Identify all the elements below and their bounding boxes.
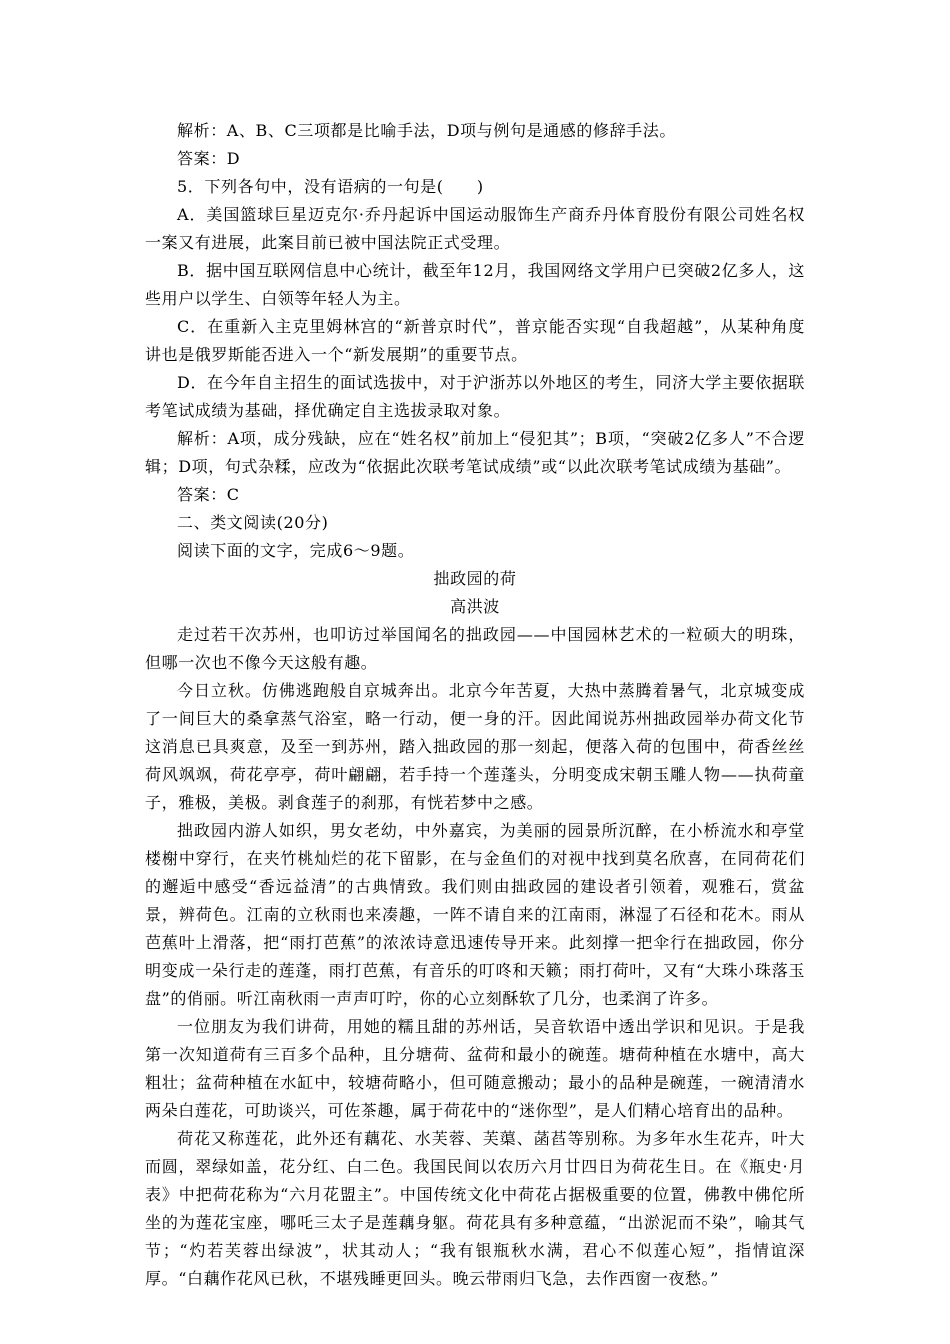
option-a: A．美国篮球巨星迈克尔·乔丹起诉中国运动服饰生产商乔丹体育股份有限公司姓名权一案又有进展，此案目前已被中国法院正式受理。 xyxy=(145,205,805,252)
article-paragraph-1: 走过若干次苏州，也叩访过举国闻名的拙政园——中国园林艺术的一粒硕大的明珠，但哪一次也不像今天这般有趣。 xyxy=(145,625,805,672)
document-page xyxy=(145,117,805,1293)
article-author: 高洪波 xyxy=(450,597,500,616)
option-b: B．据中国互联网信息中心统计，截至年12月，我国网络文学用户已突破2亿多人，这些用户以学生、白领等年轻人为主。 xyxy=(145,261,805,308)
analysis-q4: 解析：A、B、C三项都是比喻手法，D项与例句是通感的修辞手法。 xyxy=(177,121,676,140)
article-paragraph-5: 荷花又称莲花，此外还有藕花、水芙蓉、芙蕖、菡萏等别称。为多年水生花卉，叶大而圆，翠绿如盖，花分红、白二色。我国民间以农历六月廿四日为荷花生日。在《瓶史·月表》中把荷花称为“六月花盟主”。中国传统文化中荷花占据极重要的位置，佛教中佛佗所坐的为莲花宝座，哪吒三太子是莲藕身躯。荷花具有多种意蕴，“出淤泥而不染”，喻其气节；“灼若芙蓉出绿波”，状其动人；“我有银瓶秋水满，君心不似莲心短”，指情谊深厚。“白藕作花风已秋，不堪残睡更回头。晚云带雨归飞急，去作西窗一夜愁。” xyxy=(145,1129,805,1288)
article-paragraph-4: 一位朋友为我们讲荷，用她的糯且甜的苏州话，吴音软语中透出学识和见识。于是我第一次知道荷有三百多个品种，且分塘荷、盆荷和最小的碗莲。塘荷种植在水塘中，高大粗壮；盆荷种植在水缸中，较塘荷略小，但可随意搬动；最小的品种是碗莲，一碗清清水两朵白莲花，可助谈兴，可佐茶趣，属于荷花中的“迷你型”，是人们精心培育出的品种。 xyxy=(145,1017,805,1120)
article-paragraph-2: 今日立秋。仿佛逃跑般自京城奔出。北京今年苦夏，大热中蒸腾着暑气，北京城变成了一间巨大的桑拿蒸气浴室，略一行动，便一身的汗。因此闻说苏州拙政园举办荷文化节这消息已具爽意，及至一到苏州，踏入拙政园的那一刻起，便落入荷的包围中，荷香丝丝荷风飒飒，荷花亭亭，荷叶翩翩，若手持一个莲蓬头，分明变成宋朝玉雕人物——执荷童子，雅极，美极。剥食莲子的刹那，有恍若梦中之感。 xyxy=(145,681,805,812)
answer-q5: 答案：C xyxy=(177,485,240,504)
option-c: C．在重新入主克里姆林宫的“新普京时代”，普京能否实现“自我超越”，从某种角度讲也是俄罗斯能否进入一个“新发展期”的重要节点。 xyxy=(145,317,805,364)
reading-instruction: 阅读下面的文字，完成6～9题。 xyxy=(177,541,415,560)
section-heading: 二、类文阅读(20分) xyxy=(177,513,329,532)
answer-q4: 答案：D xyxy=(177,149,241,168)
article-paragraph-3: 拙政园内游人如织，男女老幼，中外嘉宾，为美丽的园景所沉醉，在小桥流水和亭堂楼榭中穿行，在夹竹桃灿烂的花下留影，在与金鱼们的对视中找到莫名欣喜，在同荷花们的邂逅中感受“香远益清”的古典情致。我们则由拙政园的建设者引领着，观雅石，赏盆景，辨荷色。江南的立秋雨也来凑趣，一阵不请自来的江南雨，淋湿了石径和花木。雨从芭蕉叶上滑落，把“雨打芭蕉”的浓浓诗意迅速传导开来。此刻撑一把伞行在拙政园，你分明变成一朵行走的莲蓬，雨打芭蕉，有音乐的叮咚和天籁；雨打荷叶，又有“大珠小珠落玉盘”的俏丽。听江南秋雨一声声叮咛，你的心立刻酥软了几分，也柔润了许多。 xyxy=(145,821,805,1008)
analysis-q5: 解析：A项，成分残缺，应在“姓名权”前加上“侵犯其”；B项，“突破2亿多人”不合逻辑；D项，句式杂糅，应改为“依据此次联考笔试成绩”或“以此次联考笔试成绩为基础”。 xyxy=(145,429,805,476)
question-5-stem: 5．下列各句中，没有语病的一句是( ) xyxy=(177,177,484,196)
article-title: 拙政园的荷 xyxy=(433,569,517,588)
option-d: D．在今年自主招生的面试选拔中，对于沪浙苏以外地区的考生，同济大学主要依据联考笔试成绩为基础，择优确定自主选拔录取对象。 xyxy=(145,373,805,420)
